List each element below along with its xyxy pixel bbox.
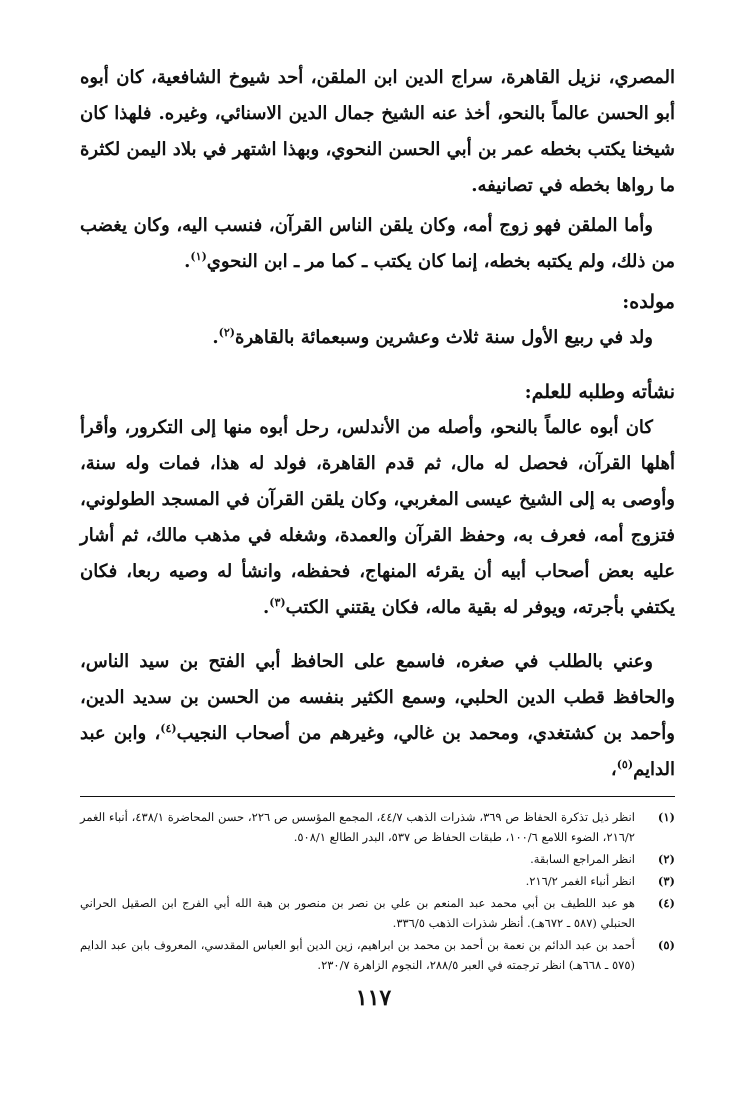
paragraph-birth-text: ولد في ربيع الأول سنة ثلاث وعشرين وسبعمائة بالقاهرة <box>235 327 653 348</box>
paragraph-mulaqqin-text: وأما الملقن فهو زوج أمه، وكان يلقن الناس القرآن، فنسب اليه، وكان يغضب من ذلك، ولم يكتبه بخطه، إنما كان يكتب ـ كما مر ـ ابن النحوي <box>80 215 675 272</box>
footnote-list <box>80 807 675 975</box>
footnote-ref-3[interactable]: (٣) <box>269 596 286 609</box>
footnote-ref-5[interactable]: (٥) <box>616 758 634 771</box>
paragraph-upbringing-end: . <box>263 597 270 618</box>
footnote-item <box>80 849 675 869</box>
footnote-ref-4[interactable]: (٤) <box>160 722 177 735</box>
footnote-text: هو عبد اللطيف بن أبي محمد عبد المنعم بن علي بن نصر بن منصور بن هبة الله أبي الفرج ابن الصقيل الحراني الحنبلي (٥٨٧ ـ ٦٧٢هـ). أنظر شذرات الذهب ٣٣٦/٥. <box>80 896 635 930</box>
paragraph-upbringing-text: كان أبوه عالماً بالنحو، وأصله من الأندلس، رحل أبوه منها إلى التكرور، وأقرأ أهلها القرآن، فحصل له مال، ثم قدم القاهرة، فولد له هذا، فمات وله سنة، وأوصى به إلى الشيخ عيسى المغربي، وكان يلقن القرآن في المسجد الطولوني، فتزوج أمه، فعرف به، وحفظ القرآن والعمدة، وشغله في مذهب مالك، ثم أشار عليه بعض أصحاب أبيه أن يقرئه المنهاج، فحفظه، وانشأ له وصيه ربعا، فكان يكتفي بأجرته، ويوفر له بقية ماله، فكان يقتني الكتب <box>80 417 675 618</box>
paragraph-lineage-text: المصري، نزيل القاهرة، سراج الدين ابن الملقن، أحد شيوخ الشافعية، كان أبوه أبو الحسن عالماً بالنحو، أخذ عنه الشيخ جمال الدين الاسنائي، وغيره. فلهذا كان شيخنا يكتب بخطه عمر بن أبي الحسن النحوي، وبهذا اشتهر في بلاد اليمن لكثرة ما رواها بخطه في تصانيفه. <box>80 67 675 196</box>
heading-birth: مولده: <box>622 291 675 313</box>
paragraph-birth <box>80 320 675 356</box>
page-number: ١١٧ <box>355 985 392 1011</box>
footnote-text: انظر أنباء الغمر ٢١٦/٢. <box>525 874 635 888</box>
paragraph-studies <box>80 644 675 788</box>
paragraph-mulaqqin <box>80 208 675 280</box>
paragraph-birth-end: . <box>212 327 219 348</box>
paragraph-upbringing <box>80 410 675 626</box>
footnote-number: (٣) <box>657 874 675 888</box>
footnote-item <box>80 893 675 933</box>
footnote-item <box>80 807 675 847</box>
footnote-number: (٤) <box>657 896 675 910</box>
heading-upbringing: نشأته وطلبه للعلم: <box>524 381 675 403</box>
footnote-number: (٥) <box>657 938 675 952</box>
footnote-text: انظر ذيل تذكرة الحفاظ ص ٣٦٩، شذرات الذهب ٤٤/٧، المجمع المؤسس ص ٢٢٦، حسن المحاضرة ٤٣٨/١، أنباء الغمر ٢١٦/٢، الضوء اللامع ١٠٠/٦، طبقات الحفاظ ص ٥٣٧، البدر الطالع ٥٠٨/١. <box>80 810 635 844</box>
footnote-text: أحمد بن عبد الدائم بن نعمة بن أحمد بن محمد بن ابراهيم، زين الدين أبو العباس المقدسي، المعروف بابن عبد الدايم (٥٧٥ ـ ٦٦٨هـ) انظر ترجمته في العبر ٢٨٨/٥، النجوم الزاهرة ٢٣٠/٧. <box>80 938 635 972</box>
footnote-text: انظر المراجع السابقة. <box>530 852 635 866</box>
paragraph-studies-text-b: ، وابن عبد الدايم <box>80 723 675 780</box>
footnote-number: (٢) <box>657 852 675 866</box>
footnote-item <box>80 935 675 975</box>
page-body <box>80 60 675 977</box>
footnote-ref-2[interactable]: (٢) <box>218 326 236 339</box>
footnote-divider <box>80 796 675 797</box>
footnote-ref-1[interactable]: (١) <box>190 250 207 263</box>
paragraph-lineage <box>80 60 675 204</box>
footnote-item <box>80 871 675 891</box>
paragraph-studies-end: ، <box>610 759 617 780</box>
footnote-number: (١) <box>657 810 675 824</box>
paragraph-studies-text-a: وعني بالطلب في صغره، فاسمع على الحافظ أبي الفتح بن سيد الناس، والحافظ قطب الدين الحلبي، وسمع الكثير بنفسه من الحسن بن سديد الدين، وأحمد بن كشتغدي، ومحمد بن غالي، وغيرهم من أصحاب النجيب <box>80 651 675 744</box>
paragraph-mulaqqin-end: . <box>184 251 191 272</box>
